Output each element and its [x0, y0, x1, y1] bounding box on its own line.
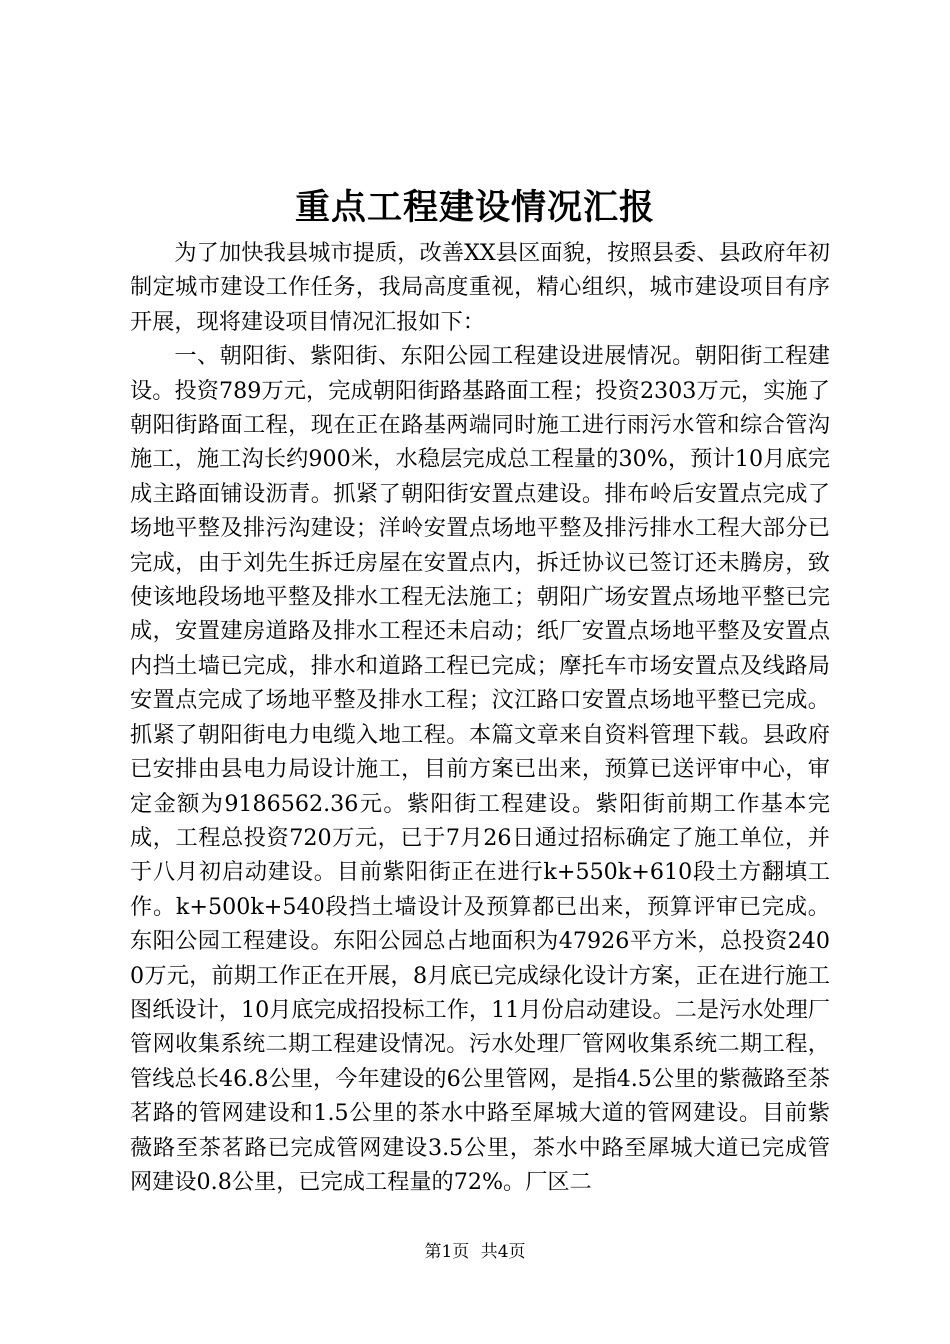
page-number: 第1页	[424, 1242, 470, 1262]
document-body	[130, 236, 830, 1199]
page-total: 共4页	[480, 1242, 526, 1262]
paragraph-section-one: 一、朝阳街、紫阳街、东阳公园工程建设进展情况。朝阳街工程建设。投资789万元，完成朝阳街路基路面工程；投资2303万元，实施了朝阳街路面工程，现在正在路基两端同时施工进行雨污水管和综合管沟施工，施工沟长约900米，水稳层完成总工程量的30%，预计10月底完成主路面铺设沥青。抓紧了朝阳街安置点建设。排布岭后安置点完成了场地平整及排污沟建设；洋岭安置点场地平整及排污排水工程大部分已完成，由于刘先生拆迁房屋在安置点内，拆迁协议已签订还未腾房，致使该地段场地平整及排水工程无法施工；朝阳广场安置点场地平整已完成，安置建房道路及排水工程还未启动；纸厂安置点场地平整及安置点内挡土墙已完成，排水和道路工程已完成；摩托车市场安置点及线路局安置点完成了场地平整及排水工程；汶江路口安置点场地平整已完成。抓紧了朝阳街电力电缆入地工程。本篇文章来自资料管理下载。县政府已安排由县电力局设计施工，目前方案已出来，预算已送评审中心，审定金额为9186562.36元。紫阳街工程建设。紫阳街前期工作基本完成，工程总投资720万元，已于7月26日通过招标确定了施工单位，并于八月初启动建设。目前紫阳街正在进行k+550k+610段土方翻填工作。k+500k+540段挡土墙设计及预算都已出来，预算评审已完成。东阳公园工程建设。东阳公园总占地面积为47926平方米，总投资2400万元，前期工作正在开展，8月底已完成绿化设计方案，正在进行施工图纸设计，10月底完成招投标工作，11月份启动建设。二是污水处理厂管网收集系统二期工程建设情况。污水处理厂管网收集系统二期工程，管线总长46.8公里，今年建设的6公里管网，是指4.5公里的紫薇路至茶茗路的管网建设和1.5公里的茶水中路至犀城大道的管网建设。目前紫薇路至茶茗路已完成管网建设3.5公里，茶水中路至犀城大道已完成管网建设0.8公里，已完成工程量的72%。厂区二	[130, 343, 830, 1195]
paragraph-intro: 为了加快我县城市提质，改善XX县区面貌，按照县委、县政府年初制定城市建设工作任务，我局高度重视，精心组织，城市建设项目有序开展，现将建设项目情况汇报如下：	[130, 240, 830, 335]
document-title: 重点工程建设情况汇报	[294, 188, 655, 228]
page-footer	[0, 1240, 950, 1264]
